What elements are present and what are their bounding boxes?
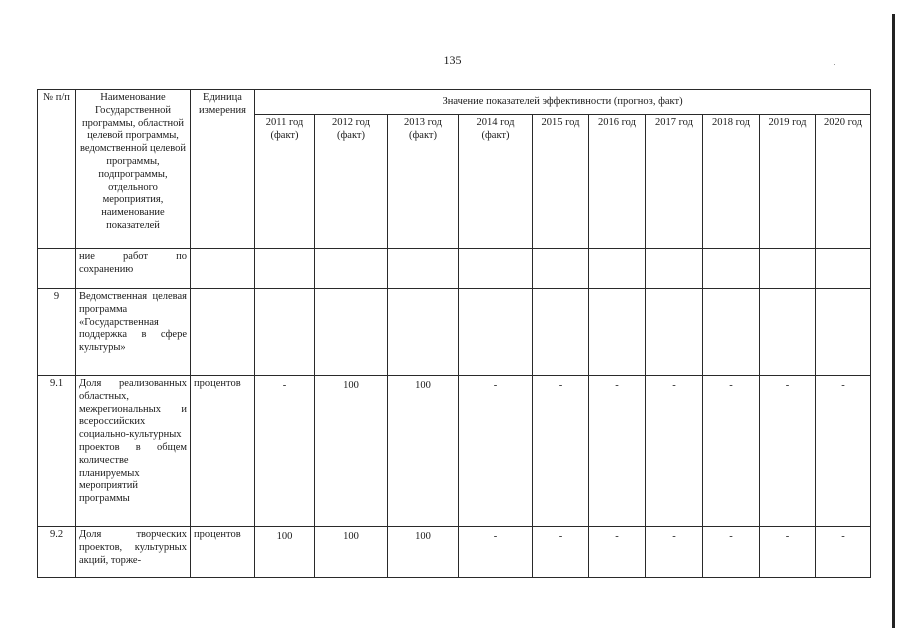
- row-value: 100: [315, 376, 388, 527]
- header-num: № п/п: [38, 90, 76, 249]
- row-value: [816, 249, 871, 289]
- row-value: 100: [255, 527, 315, 578]
- row-value: [703, 289, 760, 376]
- row-value: [459, 289, 533, 376]
- row-value: [816, 289, 871, 376]
- header-year: 2020 год: [816, 115, 871, 249]
- header-year: 2013 год (факт): [388, 115, 459, 249]
- header-year: 2017 год: [646, 115, 703, 249]
- row-value: [315, 249, 388, 289]
- row-value: -: [589, 527, 646, 578]
- efficiency-indicators-table: [37, 89, 871, 578]
- row-value: -: [533, 376, 589, 527]
- row-value: -: [816, 527, 871, 578]
- row-indicator-name: Доля реализованных областных, межрегиональных и всероссийских социально-культурных проектов в общем количестве планируемых мероприятий программы: [76, 376, 191, 527]
- row-value: [533, 289, 589, 376]
- header-year: 2018 год: [703, 115, 760, 249]
- header-year: 2012 год (факт): [315, 115, 388, 249]
- row-indicator-name: Доля творческих проектов, культурных акций, торже-: [76, 527, 191, 578]
- row-value: [459, 249, 533, 289]
- row-value: [388, 289, 459, 376]
- row-unit: процентов: [191, 376, 255, 527]
- row-value: 100: [388, 376, 459, 527]
- row-value: -: [760, 376, 816, 527]
- row-value: -: [816, 376, 871, 527]
- row-value: [533, 249, 589, 289]
- header-row: [38, 90, 871, 115]
- row-unit: [191, 249, 255, 289]
- row-value: [760, 249, 816, 289]
- table-row: [38, 527, 871, 578]
- row-unit: процентов: [191, 527, 255, 578]
- header-year: 2011 год (факт): [255, 115, 315, 249]
- row-value: -: [703, 376, 760, 527]
- row-value: -: [533, 527, 589, 578]
- row-value: -: [255, 376, 315, 527]
- row-value: -: [459, 527, 533, 578]
- row-value: 100: [315, 527, 388, 578]
- row-value: [646, 249, 703, 289]
- header-year: 2015 год: [533, 115, 589, 249]
- row-number: 9.2: [38, 527, 76, 578]
- scan-speck: [834, 64, 835, 65]
- row-unit: [191, 289, 255, 376]
- row-value: [315, 289, 388, 376]
- row-number: 9.1: [38, 376, 76, 527]
- page-number: 135: [443, 53, 462, 67]
- row-number: [38, 249, 76, 289]
- row-value: -: [459, 376, 533, 527]
- row-value: -: [646, 376, 703, 527]
- header-unit: Единица измерения: [191, 90, 255, 249]
- table-row: [38, 249, 871, 289]
- row-value: [760, 289, 816, 376]
- header-year: 2014 год (факт): [459, 115, 533, 249]
- row-value: [388, 249, 459, 289]
- row-value: -: [646, 527, 703, 578]
- row-value: [255, 249, 315, 289]
- row-value: -: [703, 527, 760, 578]
- row-value: -: [589, 376, 646, 527]
- row-indicator-name: Ведомственная целевая программа «Государственная поддержка в сфере культуры»: [76, 289, 191, 376]
- table-row: [38, 289, 871, 376]
- row-value: 100: [388, 527, 459, 578]
- header-year: 2019 год: [760, 115, 816, 249]
- row-indicator-name: ние работ по сохранению: [76, 249, 191, 289]
- row-value: [703, 249, 760, 289]
- row-value: [646, 289, 703, 376]
- row-number: 9: [38, 289, 76, 376]
- header-year: 2016 год: [589, 115, 646, 249]
- table-row: [38, 376, 871, 527]
- row-value: -: [760, 527, 816, 578]
- row-value: [255, 289, 315, 376]
- scan-edge-line: [892, 14, 895, 628]
- header-values-group: Значение показателей эффективности (прогноз, факт): [255, 90, 871, 115]
- row-value: [589, 289, 646, 376]
- row-value: [589, 249, 646, 289]
- header-name: Наименование Государственной программы, областной целевой программы, ведомственной целевой программы, подпрограммы, отдельного мероприятия, наименование показателей: [76, 90, 191, 249]
